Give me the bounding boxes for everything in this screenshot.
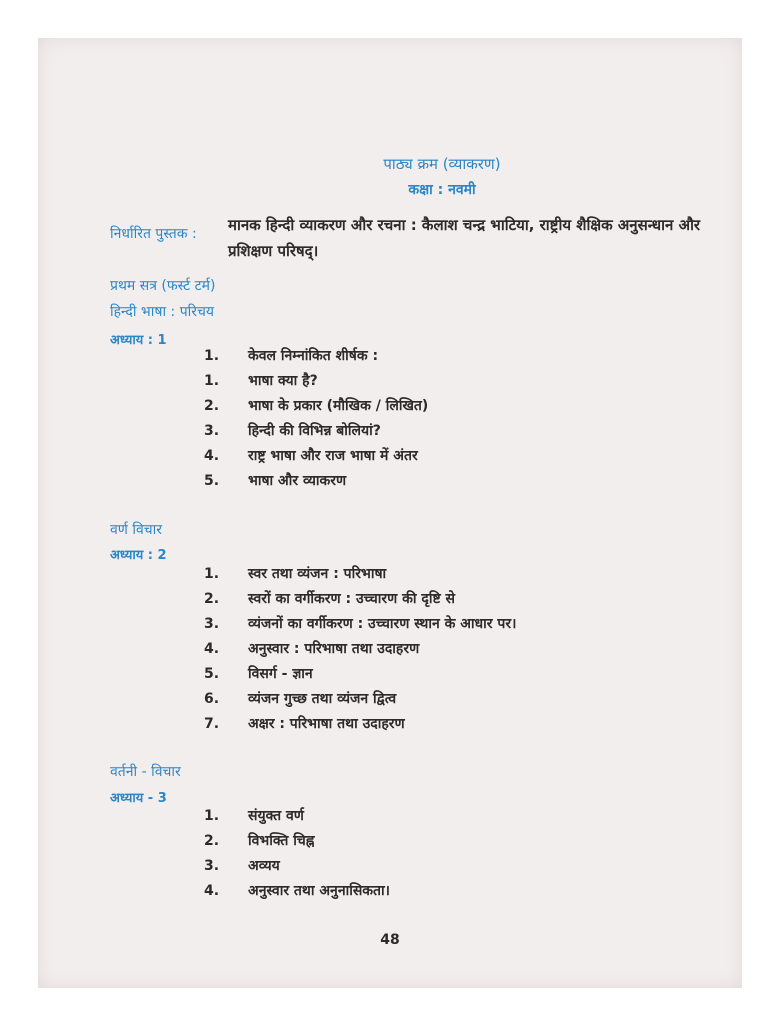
list-item (204, 469, 428, 494)
item-number: 4. (204, 448, 220, 464)
document-page (38, 38, 742, 988)
list-item (204, 612, 516, 637)
item-text: भाषा और व्याकरण (248, 473, 347, 489)
prescribed-book-label: निर्धारित पुस्तक : (110, 226, 197, 242)
item-text: अव्यय (248, 858, 280, 874)
section-heading: हिन्दी भाषा : परिचय (110, 304, 215, 320)
item-text: विसर्ग - ज्ञान (248, 666, 313, 682)
prescribed-book-text: मानक हिन्दी व्याकरण और रचना : कैलाश चन्द्र भाटिया, राष्ट्रीय शैक्षिक अनुसन्धान और प्रशिक्षण परिषद्। (228, 216, 701, 260)
list-item (204, 562, 516, 587)
item-number: 4. (204, 641, 220, 657)
item-text: विभक्ति चिह्न (248, 833, 315, 849)
page-number: 48 (380, 932, 400, 948)
item-text: केवल निम्नांकित शीर्षक : (248, 348, 379, 364)
item-number: 1. (204, 566, 220, 582)
chapter-label: अध्याय : 2 (110, 548, 167, 563)
chapter-label: अध्याय : 1 (110, 333, 167, 348)
topic-list (204, 562, 516, 737)
item-number: 6. (204, 691, 220, 707)
section-heading: वर्ण विचार (110, 522, 163, 538)
item-text: हिन्दी की विभिन्न बोलियां? (248, 423, 381, 439)
item-number: 7. (204, 716, 220, 732)
list-item (204, 344, 428, 369)
list-item (204, 369, 428, 394)
list-item (204, 394, 428, 419)
item-number: 1. (204, 348, 220, 364)
item-number: 2. (204, 398, 220, 414)
item-text: अनुस्वार : परिभाषा तथा उदाहरण (248, 641, 420, 657)
list-item (204, 662, 516, 687)
list-item (204, 637, 516, 662)
list-item (204, 687, 516, 712)
item-number: 1. (204, 808, 220, 824)
list-item (204, 587, 516, 612)
item-text: स्वर तथा व्यंजन : परिभाषा (248, 566, 387, 582)
item-text: राष्ट्र भाषा और राज भाषा में अंतर (248, 448, 418, 464)
item-text: स्वरों का वर्गीकरण : उच्चारण की दृष्टि से (248, 591, 455, 607)
item-number: 1. (204, 373, 220, 389)
item-text: भाषा के प्रकार (मौखिक / लिखित) (248, 398, 429, 414)
item-text: व्यंजन गुच्छ तथा व्यंजन द्वित्व (248, 691, 397, 707)
list-item (204, 804, 390, 829)
list-item (204, 829, 390, 854)
section-heading: वर्तनी - विचार (110, 764, 181, 780)
item-text: व्यंजनों का वर्गीकरण : उच्चारण स्थान के आधार पर। (248, 616, 517, 632)
page-title: पाठ्य क्रम (व्याकरण) (383, 155, 501, 173)
item-text: संयुक्त वर्ण (248, 808, 304, 824)
item-number: 2. (204, 833, 220, 849)
item-number: 3. (204, 423, 220, 439)
item-number: 3. (204, 616, 220, 632)
item-number: 4. (204, 883, 220, 899)
list-item (204, 712, 516, 737)
item-number: 5. (204, 473, 220, 489)
item-text: भाषा क्या है? (248, 373, 318, 389)
term-heading: प्रथम सत्र (फर्स्ट टर्म) (110, 278, 216, 294)
item-number: 2. (204, 591, 220, 607)
chapter-label: अध्याय - 3 (110, 791, 167, 806)
list-item (204, 879, 390, 904)
item-text: अक्षर : परिभाषा तथा उदाहरण (248, 716, 405, 732)
topic-list (204, 804, 390, 904)
class-label: कक्षा : नवमी (408, 182, 476, 198)
list-item (204, 854, 390, 879)
topic-list (204, 344, 428, 494)
list-item (204, 444, 428, 469)
item-number: 3. (204, 858, 220, 874)
list-item (204, 419, 428, 444)
item-number: 5. (204, 666, 220, 682)
item-text: अनुस्वार तथा अनुनासिकता। (248, 883, 390, 899)
